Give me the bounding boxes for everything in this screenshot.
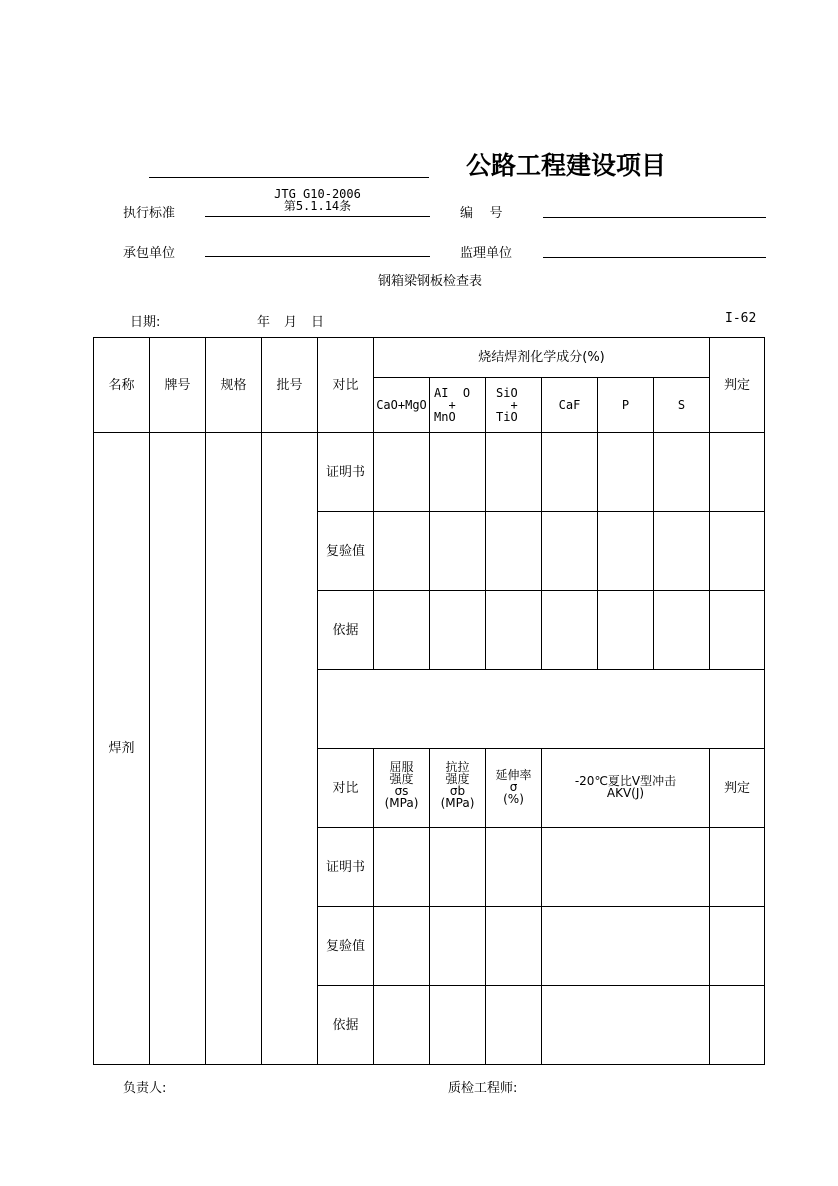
qc-engineer-label: 质检工程师: (448, 1081, 518, 1096)
table-cell[interactable] (710, 986, 765, 1065)
table-cell[interactable] (710, 591, 765, 670)
material-name-cell: 焊剂 (94, 433, 150, 1065)
table-cell[interactable] (710, 907, 765, 986)
table-cell[interactable] (542, 512, 598, 591)
supervisor-label: 监理单位 (460, 246, 513, 261)
table-cell[interactable] (710, 433, 765, 512)
table-cell[interactable] (486, 828, 542, 907)
row-label-retest: 复验值 (318, 512, 374, 591)
table-cell[interactable] (374, 591, 430, 670)
number-underline (543, 217, 766, 218)
table-cell[interactable] (542, 433, 598, 512)
row-label-certificate-mech: 证明书 (318, 828, 374, 907)
row-label-certificate: 证明书 (318, 433, 374, 512)
page-title: 公路工程建设项目 (466, 151, 667, 180)
table-cell[interactable] (542, 591, 598, 670)
form-title: 钢箱梁钢板检查表 (377, 274, 482, 289)
chem-col-cao-mgo: CaO+MgO (374, 378, 430, 433)
chem-col-sio2-tio2: SiO + TiO (486, 378, 542, 433)
table-cell[interactable] (710, 828, 765, 907)
title-left-line (149, 177, 429, 178)
col-header-name: 名称 (94, 338, 150, 433)
contractor-underline (205, 256, 430, 257)
table-cell[interactable] (654, 433, 710, 512)
table-cell[interactable] (374, 907, 430, 986)
mech-col-impact: -20℃夏比V型冲击 AKV(J) (542, 749, 710, 828)
inspection-table (93, 337, 765, 1065)
chem-group-header: 烧结焊剂化学成分(%) (374, 338, 710, 378)
table-cell[interactable] (430, 828, 486, 907)
col-header-grade: 牌号 (150, 338, 206, 433)
table-cell[interactable] (374, 828, 430, 907)
table-cell[interactable] (486, 433, 542, 512)
row-label-basis-mech: 依据 (318, 986, 374, 1065)
grade-cell[interactable] (150, 433, 206, 1065)
table-cell[interactable] (542, 907, 710, 986)
table-cell[interactable] (430, 433, 486, 512)
table-cell[interactable] (598, 591, 654, 670)
mech-col-elongation: 延伸率 σ (%) (486, 749, 542, 828)
number-label: 编 号 (460, 206, 503, 221)
table-cell[interactable] (598, 512, 654, 591)
table-cell[interactable] (486, 907, 542, 986)
chem-col-caf: CaF (542, 378, 598, 433)
table-cell[interactable] (486, 591, 542, 670)
standard-code: JTG G10-2006 (274, 187, 361, 201)
row-label-compare-mech: 对比 (318, 749, 374, 828)
table-cell[interactable] (710, 512, 765, 591)
table-cell[interactable] (542, 986, 710, 1065)
responsible-label: 负责人: (123, 1081, 167, 1096)
standard-label: 执行标准 (123, 206, 176, 221)
chem-col-s: S (654, 378, 710, 433)
table-cell[interactable] (430, 907, 486, 986)
spec-cell[interactable] (206, 433, 262, 1065)
date-day: 日 (311, 315, 325, 330)
standard-value (250, 188, 385, 212)
table-cell[interactable] (654, 512, 710, 591)
table-cell[interactable] (374, 433, 430, 512)
col-header-judge-mech: 判定 (710, 749, 765, 828)
table-cell[interactable] (430, 986, 486, 1065)
mech-col-yield: 屈服 强度 σs (MPa) (374, 749, 430, 828)
date-month: 月 (284, 315, 298, 330)
col-header-batch: 批号 (262, 338, 318, 433)
contractor-label: 承包单位 (123, 246, 176, 261)
batch-cell[interactable] (262, 433, 318, 1065)
col-header-judge: 判定 (710, 338, 765, 433)
chem-col-p: P (598, 378, 654, 433)
row-label-basis: 依据 (318, 591, 374, 670)
table-cell[interactable] (654, 591, 710, 670)
table-cell[interactable] (542, 828, 710, 907)
supervisor-underline (543, 257, 766, 258)
col-header-spec: 规格 (206, 338, 262, 433)
chem-col-al2o3-mno: AI O + MnO (430, 378, 486, 433)
table-cell[interactable] (598, 433, 654, 512)
form-code: I-62 (725, 311, 757, 326)
spacer-row-cell (318, 670, 765, 749)
date-year: 年 (257, 315, 271, 330)
table-cell[interactable] (486, 512, 542, 591)
table-cell[interactable] (430, 591, 486, 670)
table-cell[interactable] (486, 986, 542, 1065)
date-label: 日期: (130, 315, 161, 330)
table-cell[interactable] (374, 986, 430, 1065)
standard-clause: 第5.1.14条 (283, 199, 352, 213)
table-cell[interactable] (430, 512, 486, 591)
standard-underline (205, 216, 430, 217)
mech-col-tensile: 抗拉 强度 σb (MPa) (430, 749, 486, 828)
table-cell[interactable] (374, 512, 430, 591)
row-label-retest-mech: 复验值 (318, 907, 374, 986)
col-header-compare: 对比 (318, 338, 374, 433)
